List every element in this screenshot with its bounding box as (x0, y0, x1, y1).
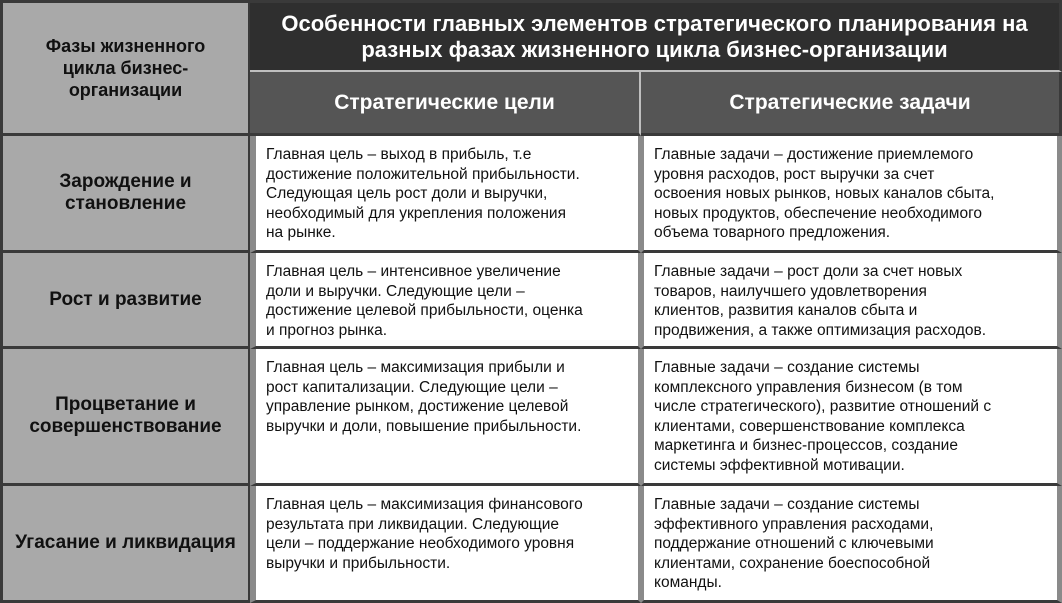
goals-cell: Главная цель – максимизация финансового результата при ликвидации. Следующие цели – поддержание необходимого уровня выручки и прибыльности. (250, 486, 641, 603)
goals-column-header: Стратегические цели (250, 72, 641, 136)
table-row (0, 136, 1062, 253)
phase-cell: Рост и развитие (0, 253, 250, 349)
goals-cell: Главная цель – выход в прибыль, т.е достижение положительной прибыльности. Следующая цель рост доли и выручки, необходимый для укрепления положения на рынке. (250, 136, 641, 253)
tasks-column-header: Стратегические задачи (641, 72, 1062, 136)
phase-cell: Зарождение и становление (0, 136, 250, 253)
table-row (0, 349, 1062, 486)
tasks-cell: Главные задачи – создание системы эффективного управления расходами, поддержание отношений с ключевыми клиентами, сохранение боеспособной команды. (641, 486, 1062, 603)
tasks-cell: Главные задачи – создание системы комплексного управления бизнесом (в том числе стратегического), развитие отношений с клиентами, совершенствование комплекса маркетинга и бизнес-процессов, создание системы эффективной мотивации. (641, 349, 1062, 486)
phase-cell: Процветание и совершенствование (0, 349, 250, 486)
table-row (0, 253, 1062, 349)
goals-cell: Главная цель – интенсивное увеличение доли и выручки. Следующие цели – достижение целевой прибыльности, оценка и прогноз рынка. (250, 253, 641, 349)
phase-column-header: Фазы жизненного цикла бизнес-организации (0, 0, 250, 136)
goals-cell: Главная цель – максимизация прибыли и рост капитализации. Следующие цели – управление рынком, достижение целевой выручки и доли, повышение прибыльности. (250, 349, 641, 486)
tasks-cell: Главные задачи – рост доли за счет новых товаров, наилучшего удовлетворения клиентов, развития каналов сбыта и продвижения, а также оптимизация расходов. (641, 253, 1062, 349)
table-row (0, 486, 1062, 603)
table-title: Особенности главных элементов стратегического планирования на разных фазах жизненного цикла бизнес-организации (250, 0, 1062, 72)
tasks-cell: Главные задачи – достижение приемлемого уровня расходов, рост выручки за счет освоения новых рынков, новых каналов сбыта, новых продуктов, обеспечение необходимого объема товарного предложения. (641, 136, 1062, 253)
phase-cell: Угасание и ликвидация (0, 486, 250, 603)
title-row (0, 0, 1062, 72)
